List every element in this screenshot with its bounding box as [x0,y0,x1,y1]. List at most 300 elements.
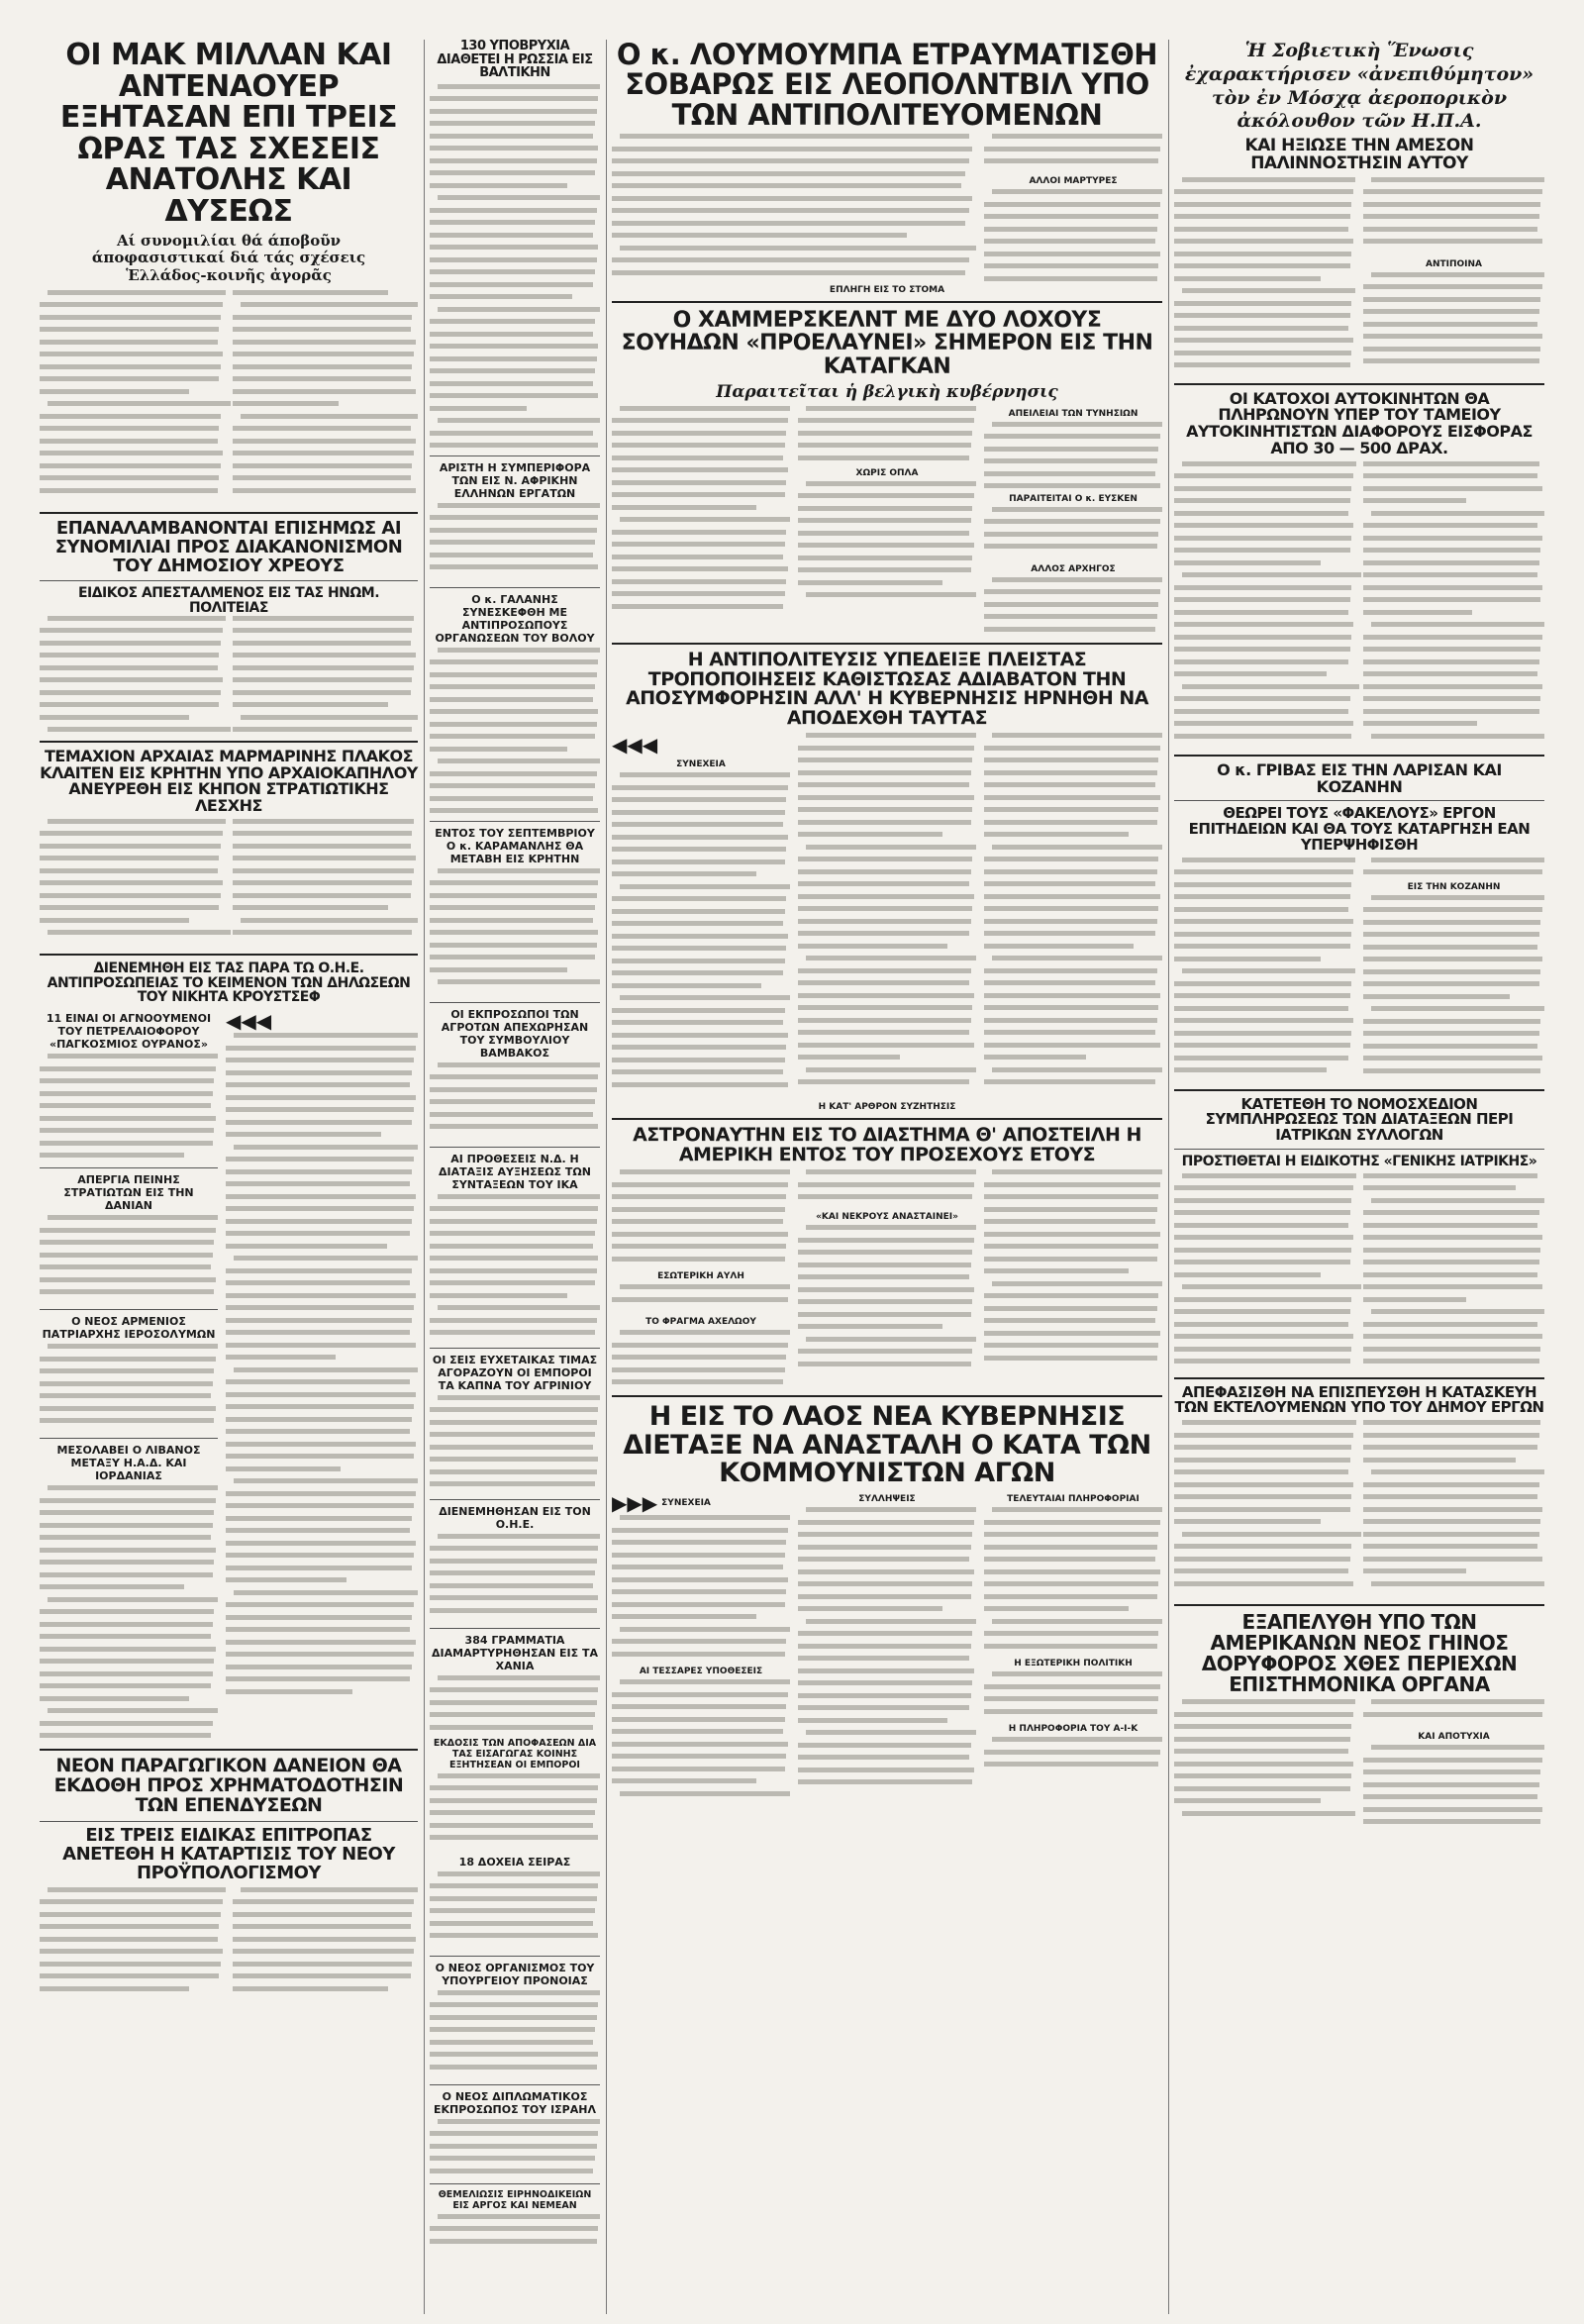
text-line [612,1232,788,1237]
text-line [1363,214,1539,219]
text-line [430,1268,597,1273]
text-line [620,884,790,889]
text-line [1363,1185,1516,1190]
text-line [620,1627,790,1632]
text-line [438,979,600,984]
text-line [798,980,969,985]
article-body [798,1225,976,1373]
text-line [984,544,1157,549]
text-line [612,859,785,864]
text-line [1363,572,1537,577]
text-line [233,628,412,633]
text-line [612,810,785,815]
text-line [798,1274,969,1279]
text-line [226,1454,414,1459]
text-line [430,1112,593,1117]
text-line [430,1883,598,1888]
text-line [1174,338,1353,343]
text-line [612,1257,785,1262]
headline-astronaut: ΑΣΤΡΟΝΑΥΤΗΝ ΕΙΣ ΤΟ ΔΙΑΣΤΗΜΑ Θ' ΑΠΟΣΤΕΙΛΗ Η ΑΜΕΡΙΚΗ ΕΝΤΟΣ ΤΟΥ ΠΡΟΣΕΧΟΥΣ ΕΤΟΥΣ [633,1124,1141,1166]
text-line [40,389,189,394]
text-line [1363,1458,1516,1463]
text-line [1174,301,1351,306]
text-line [48,819,226,824]
text-line [40,1289,214,1294]
headline-import-decisions: ΕΚΔΟΣΙΣ ΤΩΝ ΑΠΟΦΑΣΕΩΝ ΔΙΑ ΤΑΣ ΕΙΣΑΓΩΓΑΣ ΚΟΙΝΗΣ ΕΞΗΤΗΣΕΑΝ ΟΙ ΕΜΠΟΡΟΙ [433,1737,597,1770]
text-line [1174,721,1353,726]
text-line [806,406,976,411]
text-line [226,1689,352,1694]
text-line [984,1750,1160,1755]
text-line [233,340,416,345]
text-line [430,697,593,702]
article-body [612,772,790,1099]
text-line [1174,313,1350,318]
text-line [1363,647,1540,652]
text-line [1363,1557,1542,1562]
text-line [798,1194,972,1199]
text-line [798,1631,972,1636]
text-line [620,1284,790,1289]
text-line [40,1622,213,1627]
text-line [798,418,974,423]
text-line [984,158,1158,163]
text-line [612,1194,786,1199]
text-line [984,1018,1157,1023]
text-line [430,1445,593,1450]
text-line [612,1639,786,1644]
column-second [430,40,600,2254]
article-body [430,648,600,816]
text-line [984,1293,1158,1298]
text-line [992,845,1162,850]
text-line [1371,272,1544,277]
text-line [1363,1507,1542,1512]
text-line [612,147,972,152]
text-line [430,1256,598,1261]
text-line [1363,920,1540,925]
text-line [1174,326,1348,331]
text-line [1363,1532,1539,1537]
text-line [612,1767,785,1771]
text-line [226,1070,412,1075]
text-line [620,1330,790,1335]
text-line [430,1074,598,1079]
text-line [233,1937,416,1942]
label-continuation: ΣΥΝΕΧΕΙΑ [676,759,726,770]
headline-new-loan: ΝΕΟΝ ΠΑΡΑΓΩΓΙΚΟΝ ΔΑΝΕΙΟΝ ΘΑ ΕΚΔΟΘΗ ΠΡΟΣ ΧΡΗΜΑΤΟΔΟΤΗΣΙΝ ΤΩΝ ΕΠΕΝΔΥΣΕΩΝ [53,1755,404,1816]
text-line [1371,1699,1544,1704]
text-line [1182,1420,1356,1425]
article-body [984,134,1162,173]
article-body [1363,272,1544,377]
text-line [226,1503,414,1508]
text-line [226,1379,410,1384]
article-body [1363,177,1544,256]
text-line [612,970,783,975]
text-line [1363,1568,1466,1573]
article-body [226,1033,418,1696]
text-line [620,1679,790,1684]
text-line [612,1717,785,1722]
text-line [1363,1235,1542,1240]
text-line [1363,536,1542,541]
text-line [992,422,1162,427]
text-line [612,530,786,535]
column-left [40,40,418,1994]
text-line [1174,1334,1353,1339]
text-line [612,196,972,201]
text-line [430,443,598,448]
text-line [430,1432,595,1437]
text-line [984,832,1129,837]
text-line [226,1157,414,1162]
text-line [233,290,388,295]
text-line [438,2214,600,2219]
text-line [430,1785,598,1790]
text-line [438,503,600,508]
text-line [984,807,1158,812]
text-line [798,1299,972,1304]
text-line [40,439,218,444]
text-line [48,401,231,406]
text-line [430,2169,593,2173]
text-line [984,746,1160,751]
headline-lumumba: Ο κ. ΛΟΥΜΟΥΜΠΑ ΕΤΡΑΥΜΑΤΙΣΘΗ ΣΟΒΑΡΩΣ ΕΙΣ ΛΕΟΠΟΛΝΤΒΙΛ ΥΠΟ ΤΩΝ ΑΝΤΙΠΟΛΙΤΕΥΟΜΕΝΩΝ [616,38,1158,132]
text-line [612,822,783,827]
text-line [992,134,1162,139]
text-line [984,1030,1155,1035]
text-line [1363,1223,1537,1228]
text-line [984,1356,1157,1361]
text-line [984,1055,1086,1060]
text-line [612,1528,788,1533]
text-line [1363,709,1539,714]
text-line [430,2239,597,2244]
text-line [430,1318,597,1323]
text-line [430,406,527,411]
text-line [40,856,219,860]
text-line [234,1478,418,1483]
text-line [40,868,218,873]
text-line [612,1008,785,1013]
text-line [430,96,598,101]
text-line [798,567,971,572]
text-line [984,589,1160,594]
text-line [984,1306,1157,1311]
text-line [612,591,785,596]
text-line [984,1545,1157,1550]
text-line [1174,1056,1348,1061]
text-line [241,918,418,923]
text-line [612,1692,788,1697]
text-line [1363,227,1537,232]
text-line [1363,239,1542,244]
text-line [1174,548,1350,553]
text-line [1363,1807,1542,1812]
text-line [226,1355,336,1360]
text-line [430,356,597,361]
text-line [40,1937,218,1942]
article-body [984,733,1162,1095]
text-line [612,418,788,423]
text-line [1174,919,1353,924]
text-line [984,602,1158,607]
text-line [1363,696,1540,701]
text-line [1363,1494,1537,1499]
text-line [226,1615,412,1620]
column-rule [424,40,425,2314]
text-line [1363,1297,1466,1302]
text-line [620,1515,790,1520]
text-line [430,1280,595,1285]
text-line [984,1005,1158,1010]
text-line [1174,993,1350,998]
text-line [798,869,971,874]
text-line [430,1457,598,1462]
column-right [1174,40,1544,1828]
text-line [984,483,1160,488]
text-line [798,919,971,924]
text-line [1363,461,1539,466]
text-line [798,1718,947,1723]
subhead-foreign-policy: Η ΕΞΩΤΕΡΙΚΗ ΠΟΛΙΤΙΚΗ [1014,1659,1133,1669]
text-line [992,577,1162,582]
text-line [798,820,971,825]
text-line [984,1762,1158,1767]
text-line [612,1207,785,1212]
text-line [612,566,788,571]
text-line [984,857,1158,861]
article-body [984,1169,1162,1373]
column-rule [1168,40,1169,2314]
text-line [241,1887,418,1892]
text-line [798,1030,969,1035]
text-line [1363,597,1540,602]
text-line [438,1062,600,1067]
text-line [798,1018,971,1023]
text-line [430,1725,593,1730]
text-line [612,579,786,584]
text-line [1174,239,1353,244]
text-line [40,844,221,849]
text-line [992,189,1162,194]
article-body [430,2119,600,2178]
text-line [233,893,411,898]
text-line [612,1729,783,1734]
text-line [984,931,1155,936]
text-line [48,616,226,621]
text-line [40,1418,214,1423]
text-line [40,340,218,345]
article-body [40,1344,218,1433]
text-line [806,733,976,738]
text-line [241,715,418,720]
article-body [612,134,976,282]
text-line [1363,560,1539,565]
text-line [798,1079,969,1084]
column-rule [606,40,607,2314]
text-line [234,1367,418,1372]
text-line [1363,721,1477,726]
text-line [226,1429,410,1434]
text-line [430,734,595,739]
text-line [798,770,971,775]
text-line [40,677,223,682]
text-line [40,1962,221,1967]
text-line [438,868,600,873]
text-line [984,519,1160,524]
text-line [1371,511,1544,516]
text-line [40,1733,211,1738]
text-line [798,1005,972,1010]
subheadline-belgian-government: Παραιτεῖται ἡ βελγικὴ κυβέρνησις [716,381,1058,402]
text-line [798,944,947,949]
subhead-acheloos-dam: ΤΟ ΦΡΑΓΜΑ ΑΧΕΛΩΟΥ [645,1317,756,1328]
text-line [226,1194,416,1199]
text-line [233,856,416,860]
text-line [1174,202,1351,207]
text-line [430,684,595,689]
article-body [984,1737,1162,1776]
text-line [40,376,219,381]
text-line [798,1581,972,1586]
subheadline: Αί συνομιλίαι θά άποβοῦν άποφασιστικαί διά τάς σχέσεις Ἑλλάδος-κοινῆς ἀγορᾶς [91,232,366,284]
text-line [40,905,219,910]
text-line [48,1708,218,1713]
text-line [1363,189,1542,194]
text-line [1174,276,1321,281]
headline-ika-pensions: ΑΙ ΠΡΟΘΕΣΕΙΣ Ν.Δ. Η ΔΙΑΤΑΞΙΣ ΑΥΞΗΣΕΩΣ ΤΩΝ ΣΥΝΤΑΞΕΩΝ ΤΟΥ ΙΚΑ [439,1152,591,1191]
text-line [612,785,788,790]
text-line [233,1924,411,1929]
text-line [1174,1433,1353,1438]
text-line [1363,1758,1542,1763]
text-line [798,1043,974,1048]
text-line [806,956,976,960]
text-line [1174,635,1351,640]
text-line [233,930,412,935]
text-line [984,532,1158,537]
headline-containers: 18 ΔΟΧΕΙΑ ΣΕΙΡΑΣ [458,1855,571,1869]
text-line [1363,659,1539,664]
text-line [40,488,218,493]
text-line [1182,572,1361,577]
text-line [798,1055,900,1060]
headline-hammarskjold: Ο ΧΑΜΜΕΡΣΚΕΛΝΤ ΜΕ ΔΥΟ ΛΟΧΟΥΣ ΣΟΥΗΔΩΝ «ΠΡΟΕΛΑΥΝΕΙ» ΣΗΜΕΡΟΝ ΕΙΣ ΤΗΝ ΚΑΤΑΓΚΑΝ [621,308,1153,379]
article-body [40,819,418,948]
text-line [798,493,974,498]
article-body [1174,1173,1544,1371]
text-line [233,905,388,910]
text-line [438,1305,600,1310]
subheadline-repatriation: ΚΑΙ ΗΞΙΩΣΕ ΤΗΝ ΑΜΕΣΟΝ ΠΑΛΙΝΝΟΣΤΗΣΙΝ ΑΥΤΟΥ [1244,136,1474,173]
text-line [612,983,761,988]
text-line [992,956,1162,960]
text-line [40,1091,213,1096]
headline-hunger-strike: ΑΠΕΡΓΙΑ ΠΕΙΝΗΣ ΣΤΡΑΤΙΩΤΩΝ ΕΙΣ ΤΗΝ ΔΑΝΙΑΝ [63,1173,194,1213]
subhead-four-cases: ΑΙ ΤΕΣΣΑΡΕΣ ΥΠΟΘΕΣΕΙΣ [639,1667,763,1677]
article-body [612,1515,790,1664]
text-line [1174,1445,1351,1450]
headline-agrinio-tobacco: ΟΙ ΣΕΙΣ ΕΥΧΕΤΑΙΚΑΣ ΤΙΜΑΣ ΑΓΟΡΑΖΟΥΝ ΟΙ ΕΜΠΟΡΟΙ ΤΑ ΚΑΠΝΑ ΤΟΥ ΑΓΡΙΝΙΟΥ [432,1353,598,1392]
text-line [430,2156,595,2161]
article-body [798,1507,976,1794]
subheadline-budget: ΕΙΣ ΤΡΕΙΣ ΕΙΔΙΚΑΣ ΕΠΙΤΡΟΠΑΣ ΑΝΕΤΕΘΗ Η ΚΑΤΑΡΤΙΣΙΣ ΤΟΥ ΝΕΟΥ ΠΡΟΫΠΟΛΟΓΙΣΜΟΥ [62,1824,395,1883]
text-line [1174,585,1351,590]
text-line [1363,1769,1540,1774]
text-line [40,1066,216,1071]
text-line [48,1054,218,1059]
text-line [984,1318,1155,1323]
text-line [992,1067,1162,1072]
text-line [984,869,1157,874]
text-line [984,1557,1155,1562]
text-line [1363,1445,1537,1450]
text-line [226,1268,412,1273]
text-line [1174,1458,1350,1463]
text-line [226,1343,416,1348]
text-line [48,290,226,295]
continuation-arrow-icon: ◀◀◀ [612,733,658,758]
text-line [612,1742,788,1747]
article-body [430,1534,600,1623]
column-center [612,40,1162,1798]
text-line [798,968,971,973]
text-line [40,1548,216,1553]
text-line [612,1704,786,1709]
text-line [1174,1359,1350,1364]
text-line [430,282,593,287]
text-line [226,1466,341,1471]
text-line [1182,1532,1361,1537]
text-line [1182,288,1355,293]
text-line [1174,1568,1348,1573]
text-line [40,1078,214,1083]
text-line [612,257,969,262]
text-line [612,871,756,876]
headline-soviet-attache: Ἡ Σοβιετικὴ Ἕνωσις ἐχαρακτήρισεν «ἀνεπιθύμητον» τὸν ἐν Μόσχᾳ ἀεροπορικὸν ἀκόλουθον τῶν Η.Π.Α. [1184,40,1534,133]
text-line [1363,1210,1539,1215]
text-line [984,919,1157,924]
text-line [1174,362,1350,367]
text-line [1174,1272,1321,1277]
text-line [40,702,219,707]
text-line [40,1393,211,1398]
text-line [1182,1284,1361,1289]
text-line [430,2040,593,2045]
text-line [40,1986,189,1991]
text-line [233,880,412,885]
text-line [612,555,783,559]
text-line [612,542,785,547]
headline-tanker: 11 ΕΙΝΑΙ ΟΙ ΑΓΝΟΟΥΜΕΝΟΙ ΤΟΥ ΠΕΤΡΕΛΑΙΟΦΟΡΟΥ «ΠΑΓΚΟΣΜΙΟΣ ΟΥΡΑΝΟΣ» [46,1012,212,1052]
article-body [1174,177,1355,375]
article-body [430,503,600,582]
text-line [992,1737,1162,1742]
text-line [40,1647,216,1652]
text-line [798,881,969,886]
text-line [430,659,598,664]
text-line [226,1219,412,1224]
text-line [233,389,416,394]
text-line [40,1634,211,1639]
text-line [430,709,598,714]
text-line [40,1973,219,1978]
text-line [1174,659,1348,664]
text-line [430,918,593,923]
text-line [40,1899,223,1904]
